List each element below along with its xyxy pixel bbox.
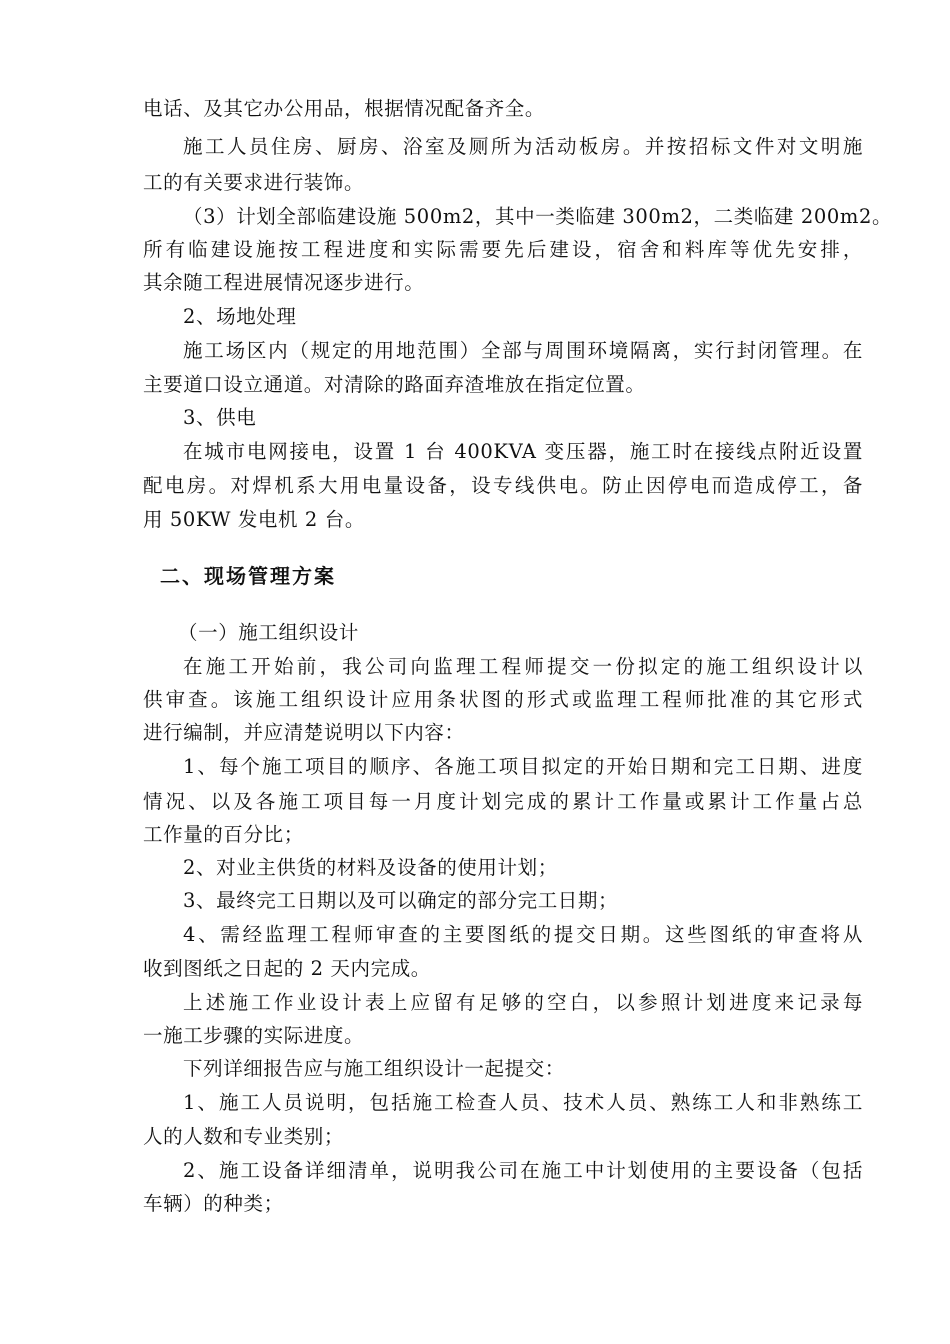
text-line: 所有临建设施按工程进度和实际需要先后建设，宿舍和料库等优先安排，: [143, 238, 863, 261]
text-line: 工作量的百分比；: [143, 823, 304, 846]
subheading: （一）施工组织设计: [178, 621, 359, 644]
text-line: 人的人数和专业类别；: [143, 1125, 345, 1148]
text-line: 车辆）的种类；: [143, 1192, 284, 1215]
text-line: 供审查。该施工组织设计应用条状图的形式或监理工程师批准的其它形式: [143, 688, 863, 711]
text-line: 收到图纸之日起的 2 天内完成。: [143, 957, 431, 980]
text-line: 在施工开始前，我公司向监理工程师提交一份拟定的施工组织设计以: [183, 655, 863, 678]
text-line: 主要道口设立通道。对清除的路面弃渣堆放在指定位置。: [143, 373, 646, 396]
text-line: 电话、及其它办公用品，根据情况配备齐全。: [143, 97, 546, 120]
text-line: 2、对业主供货的材料及设备的使用计划；: [183, 856, 558, 879]
text-line: 3、最终完工日期以及可以确定的部分完工日期；: [183, 889, 619, 912]
text-line: 1、每个施工项目的顺序、各施工项目拟定的开始日期和完工日期、进度: [183, 755, 863, 778]
text-line: （3）计划全部临建设施 500m2，其中一类临建 300m2，二类临建 200m2。: [183, 205, 893, 228]
text-line: 下列详细报告应与施工组织设计一起提交：: [183, 1057, 565, 1080]
text-line: 2、施工设备详细清单，说明我公司在施工中计划使用的主要设备（包括: [183, 1159, 863, 1182]
text-line: 上述施工作业设计表上应留有足够的空白，以参照计划进度来记录每: [183, 991, 863, 1014]
text-line: 情况、以及各施工项目每一月度计划完成的累计工作量或累计工作量占总: [143, 790, 863, 813]
text-line: 施工场区内（规定的用地范围）全部与周围环境隔离，实行封闭管理。在: [183, 339, 863, 362]
text-line: 进行编制，并应清楚说明以下内容：: [143, 721, 465, 744]
subheading: 3、供电: [183, 406, 257, 429]
text-line: 1、施工人员说明，包括施工检查人员、技术人员、熟练工人和非熟练工: [183, 1091, 863, 1114]
section-heading: 二、现场管理方案: [160, 564, 336, 588]
text-line: 4、需经监理工程师审查的主要图纸的提交日期。这些图纸的审查将从: [183, 923, 863, 946]
text-line: 一施工步骤的实际进度。: [143, 1024, 365, 1047]
text-line: 配电房。对焊机系大用电量设备，设专线供电。防止因停电而造成停工，备: [143, 474, 863, 497]
text-line: 用 50KW 发电机 2 台。: [143, 508, 365, 531]
text-line: 在城市电网接电，设置 1 台 400KVA 变压器，施工时在接线点附近设置: [183, 440, 863, 463]
subheading: 2、场地处理: [183, 305, 297, 328]
text-line: 施工人员住房、厨房、浴室及厕所为活动板房。并按招标文件对文明施: [183, 135, 863, 158]
text-line: 工的有关要求进行装饰。: [143, 171, 365, 194]
text-line: 其余随工程进展情况逐步进行。: [143, 271, 425, 294]
